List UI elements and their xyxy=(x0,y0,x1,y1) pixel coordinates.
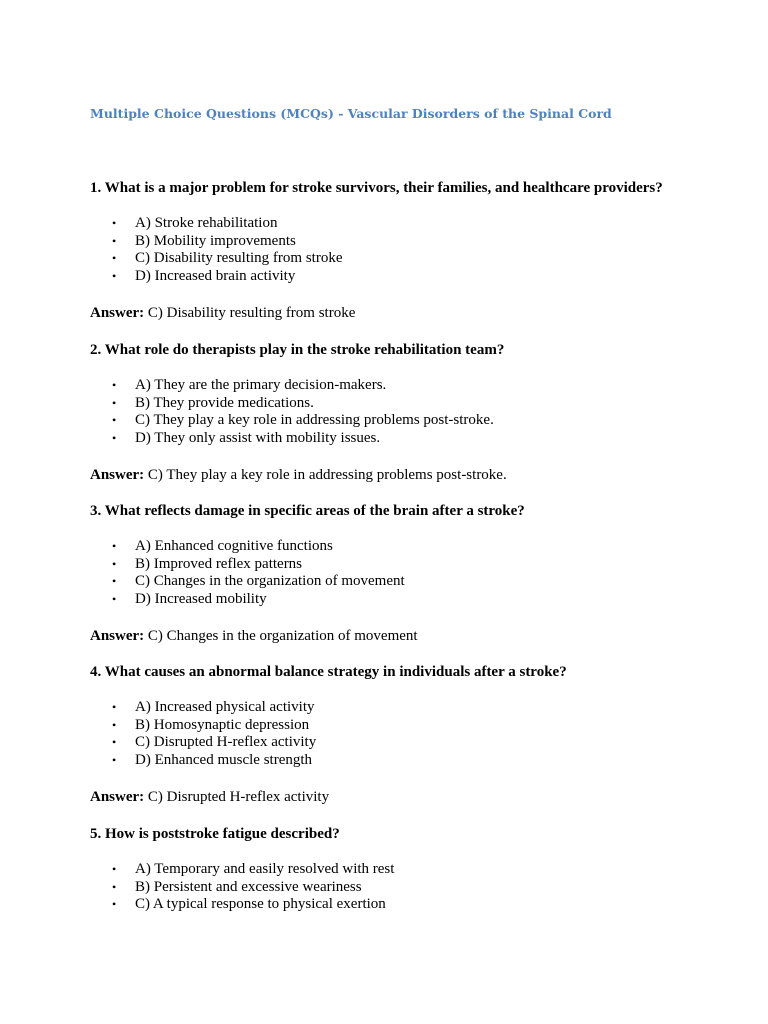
options-list xyxy=(90,861,730,914)
answer-line xyxy=(90,627,730,645)
bullet-icon: • xyxy=(112,717,117,732)
option-item xyxy=(90,268,730,286)
option-text: A) Enhanced cognitive functions xyxy=(135,538,333,554)
option-item xyxy=(90,250,730,268)
option-item xyxy=(90,734,730,752)
answer-text: C) Disability resulting from stroke xyxy=(147,304,356,321)
option-text: D) Enhanced muscle strength xyxy=(135,752,313,769)
option-text: C) A typical response to physical exertion xyxy=(135,896,386,913)
bullet-icon: • xyxy=(112,413,117,428)
question-text: 2. What role do therapists play in the stroke rehabilitation team? xyxy=(90,342,505,358)
bullet-icon: • xyxy=(112,574,117,589)
option-text: C) Changes in the organization of movement xyxy=(135,573,405,590)
question-text: 3. What reflects damage in specific areas of the brain after a stroke? xyxy=(90,503,525,519)
answer-line xyxy=(90,304,730,322)
option-text: D) They only assist with mobility issues. xyxy=(135,430,381,447)
options-list xyxy=(90,538,730,609)
option-text: A) Temporary and easily resolved with rest xyxy=(135,861,395,877)
option-item xyxy=(90,699,730,717)
option-item xyxy=(90,395,730,413)
option-text: B) Mobility improvements xyxy=(135,232,296,249)
option-item xyxy=(90,879,730,897)
option-item xyxy=(90,430,730,448)
option-item xyxy=(90,573,730,591)
question-text: 1. What is a major problem for stroke survivors, their families, and healthcare providers? xyxy=(90,180,663,196)
option-item xyxy=(90,591,730,609)
answer-label: Answer: xyxy=(90,304,145,321)
option-item xyxy=(90,233,730,251)
bullet-icon: • xyxy=(112,592,117,607)
bullet-icon: • xyxy=(112,862,117,876)
answer-text: C) Disrupted H-reflex activity xyxy=(147,788,330,805)
option-item xyxy=(90,412,730,430)
bullet-icon: • xyxy=(112,233,117,248)
option-item xyxy=(90,215,730,233)
option-item xyxy=(90,538,730,556)
question-block xyxy=(90,341,730,484)
bullet-icon: • xyxy=(112,539,117,553)
bullet-icon: • xyxy=(112,556,117,571)
option-item xyxy=(90,752,730,770)
bullet-icon: • xyxy=(112,431,117,446)
question-block xyxy=(90,663,730,806)
option-text: C) Disrupted H-reflex activity xyxy=(135,734,317,751)
bullet-icon: • xyxy=(112,753,117,768)
question-block xyxy=(90,179,730,322)
answer-label: Answer: xyxy=(90,627,145,644)
option-text: B) Homosynaptic depression xyxy=(135,716,310,733)
option-text: A) They are the primary decision-makers. xyxy=(135,377,387,393)
options-list xyxy=(90,377,730,448)
question-block xyxy=(90,825,730,914)
answer-text: C) They play a key role in addressing problems post-stroke. xyxy=(147,466,507,483)
answer-line xyxy=(90,466,730,484)
option-text: D) Increased mobility xyxy=(135,591,267,608)
answer-line xyxy=(90,788,730,806)
bullet-icon: • xyxy=(112,216,117,230)
option-item xyxy=(90,556,730,574)
bullet-icon: • xyxy=(112,879,117,894)
answer-label: Answer: xyxy=(90,788,145,805)
option-item xyxy=(90,896,730,914)
bullet-icon: • xyxy=(112,251,117,266)
bullet-icon: • xyxy=(112,735,117,750)
option-item xyxy=(90,717,730,735)
options-list xyxy=(90,215,730,286)
answer-text: C) Changes in the organization of movement xyxy=(147,627,418,644)
question-block xyxy=(90,502,730,645)
option-text: D) Increased brain activity xyxy=(135,268,296,285)
option-text: B) Persistent and excessive weariness xyxy=(135,878,362,895)
option-text: A) Increased physical activity xyxy=(135,699,315,715)
option-text: C) They play a key role in addressing problems post-stroke. xyxy=(135,412,494,429)
options-list xyxy=(90,699,730,770)
bullet-icon: • xyxy=(112,395,117,410)
option-text: A) Stroke rehabilitation xyxy=(135,215,278,231)
bullet-icon: • xyxy=(112,378,117,392)
option-item xyxy=(90,861,730,879)
bullet-icon: • xyxy=(112,269,117,284)
option-text: C) Disability resulting from stroke xyxy=(135,250,343,267)
option-item xyxy=(90,377,730,395)
option-text: B) They provide medications. xyxy=(135,394,314,411)
question-text: 4. What causes an abnormal balance strategy in individuals after a stroke? xyxy=(90,664,567,680)
option-text: B) Improved reflex patterns xyxy=(135,555,303,572)
question-text: 5. How is poststroke fatigue described? xyxy=(90,826,340,842)
bullet-icon: • xyxy=(112,897,117,912)
bullet-icon: • xyxy=(112,700,117,714)
document-title: Multiple Choice Questions (MCQs) - Vascular Disorders of the Spinal Cord xyxy=(90,106,612,121)
answer-label: Answer: xyxy=(90,466,145,483)
